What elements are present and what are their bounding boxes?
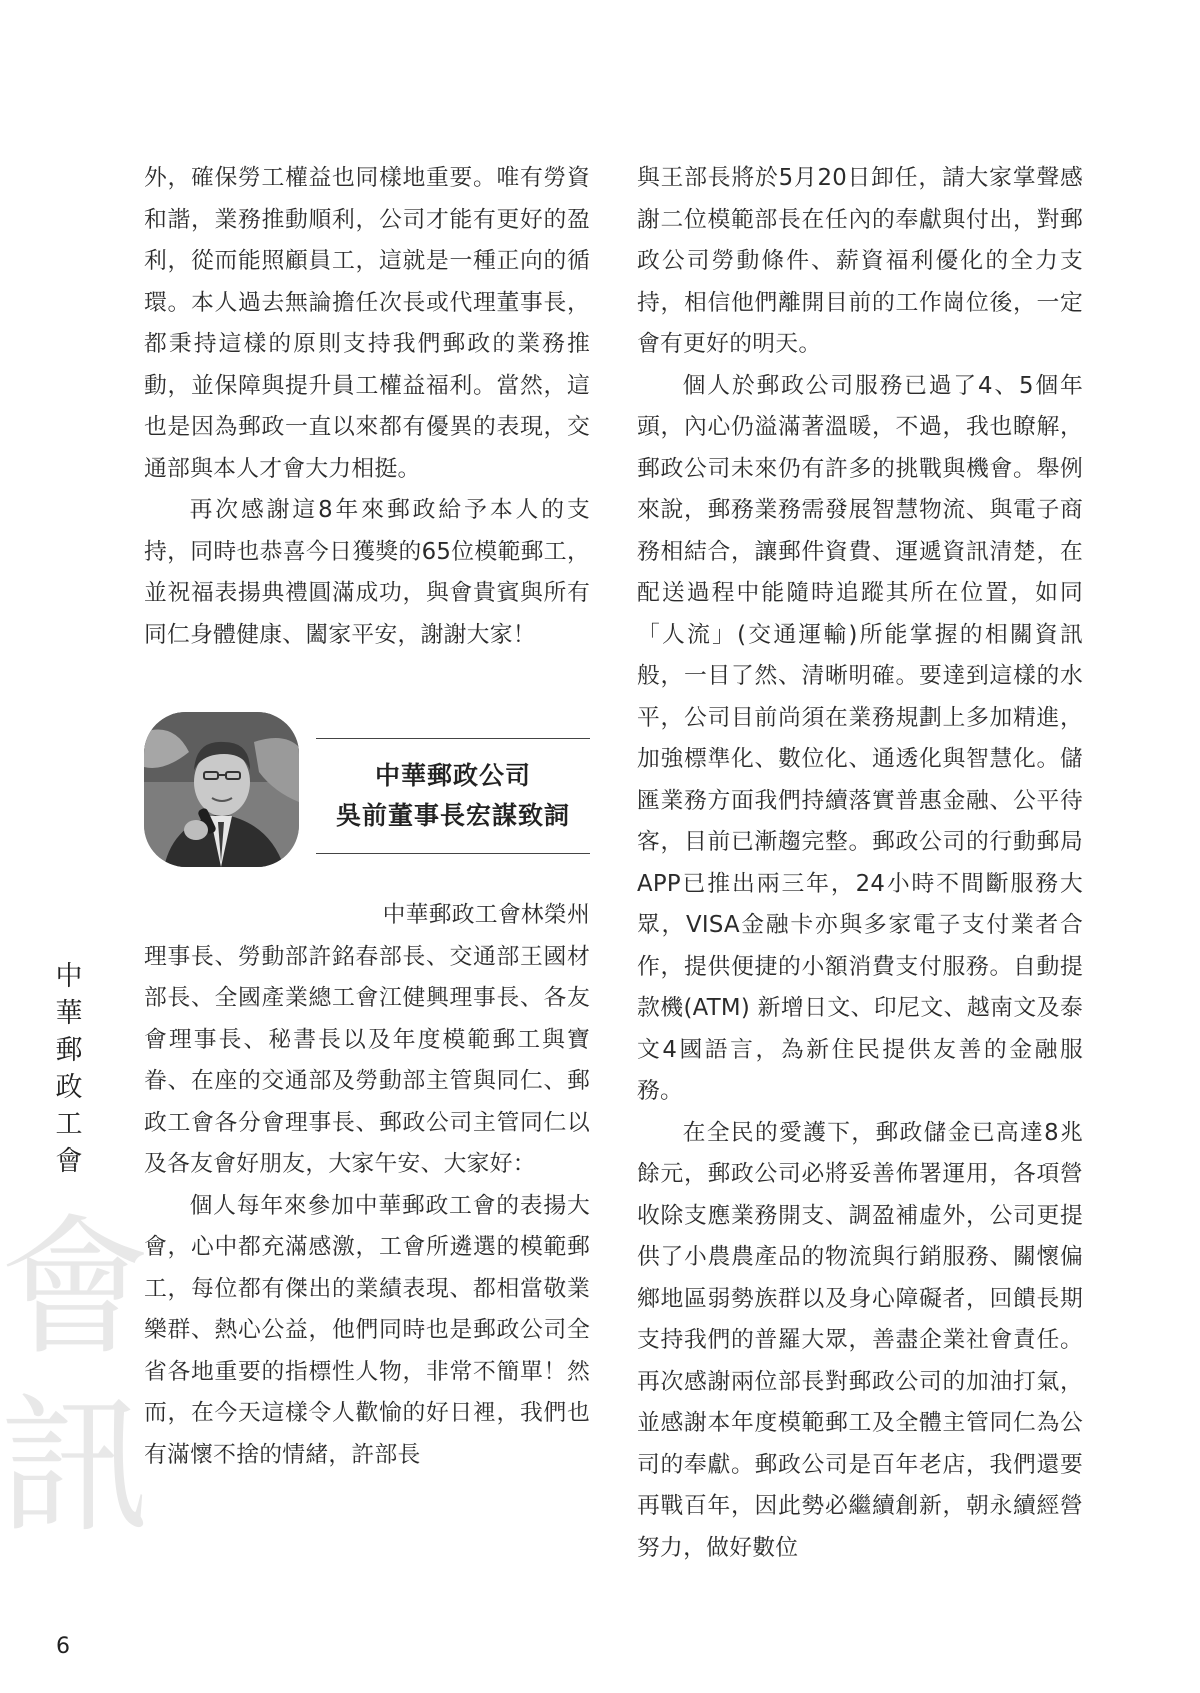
right-paragraph-2: 個人於郵政公司服務已過了4、5個年頭，內心仍溢滿著溫暖，不過，我也瞭解，郵政公司未來仍有許多的挑戰與機會。舉例來說，郵務業務需發展智慧物流、與電子商務相結合，讓郵件資費、運遞資訊清楚，在配送過程中能隨時追蹤其所在位置，如同「人流」(交通運輸)所能掌握的相關資訊般，一目了然、清晰明確。要達到這樣的水平，公司目前尚須在業務規劃上多加精進，加強標準化、數位化、通透化與智慧化。儲匯業務方面我們持續落實普惠金融、公平待客，目前已漸趨完整。郵政公司的行動郵局APP已推出兩三年，24小時不間斷服務大眾，VISA金融卡亦與多家電子支付業者合作，提供便捷的小額消費支付服務。自動提款機(ATM) 新增日文、印尼文、越南文及泰文4國語言，為新住民提供友善的金融服務。 <box>637 372 1083 1104</box>
side-label-char: 會 <box>55 1146 83 1177</box>
left-column <box>144 158 590 1476</box>
speaker-photo-image <box>144 712 299 867</box>
right-paragraph-3: 在全民的愛護下，郵政儲金已高達8兆餘元，郵政公司必將妥善佈署運用，各項營收除支應業務開支、調盈補虛外，公司更提供了小農農產品的物流與行銷服務、關懷偏鄉地區弱勢族群以及身心障礙者，回饋長期支持我們的普羅大眾，善盡企業社會責任。再次感謝兩位部長對郵政公司的加油打氣，並感謝本年度模範郵工及全體主管同仁為公司的奉獻。郵政公司是百年老店，我們還要再戰百年，因此勢必繼續創新，朝永續經營努力，做好數位 <box>637 1119 1083 1561</box>
left-paragraph-2: 再次感謝這8年來郵政給予本人的支持，同時也恭喜今日獲獎的65位模範郵工，並祝福表揚典禮圓滿成功，與會貴賓與所有同仁身體健康、闔家平安，謝謝大家！ <box>144 497 590 648</box>
right-column <box>637 158 1083 1569</box>
side-label-char: 華 <box>55 998 83 1029</box>
watermark-char-1: 會 <box>0 1202 151 1376</box>
speaker-heading <box>316 738 590 854</box>
side-label-char: 郵 <box>55 1035 83 1066</box>
speaker-photo <box>144 712 299 867</box>
speaker-heading-line-1: 中華郵政公司 <box>374 761 531 790</box>
speaker-heading-line-2: 吳前董事長宏謀致詞 <box>335 801 570 830</box>
greeting-name-line: 中華郵政工會林榮州 <box>382 902 590 928</box>
side-label-char: 工 <box>55 1109 83 1140</box>
right-paragraph-1: 與王部長將於5月20日卸任，請大家掌聲感謝二位模範部長在任內的奉獻與付出，對郵政公司勞動條件、薪資福利優化的全力支持，相信他們離開目前的工作崗位後，一定會有更好的明天。 <box>637 165 1083 357</box>
left-paragraph-4: 個人每年來參加中華郵政工會的表揚大會，心中都充滿感激，工會所遴選的模範郵工，每位都有傑出的業績表現、都相當敬業樂群、熱心公益，他們同時也是郵政公司全省各地重要的指標性人物，非常不簡單！然而，在今天這樣令人歡愉的好日裡，我們也有滿懷不捨的情緒，許部長 <box>144 1192 590 1468</box>
watermark-char-2: 訊 <box>0 1380 151 1554</box>
left-paragraph-1: 外，確保勞工權益也同樣地重要。唯有勞資和諧，業務推動順利，公司才能有更好的盈利，從而能照顧員工，這就是一種正向的循環。本人過去無論擔任次長或代理董事長，都秉持這樣的原則支持我們郵政的業務推動，並保障與提升員工權益福利。當然，這也是因為郵政一直以來都有優異的表現，交通部與本人才會大力相挺。 <box>144 165 590 482</box>
watermark <box>0 1200 151 1556</box>
side-label <box>52 958 86 1180</box>
speaker-block <box>144 712 590 889</box>
side-label-char: 中 <box>55 961 83 992</box>
page-number: 6 <box>56 1634 70 1659</box>
left-paragraph-3: 理事長、勞動部許銘春部長、交通部王國材部長、全國產業總工會江健興理事長、各友會理事長、秘書長以及年度模範郵工與寶眷、在座的交通部及勞動部主管與同仁、郵政工會各分會理事長、郵政公司主管同仁以及各友會好朋友，大家午安、大家好： <box>144 943 590 1177</box>
side-label-char: 政 <box>55 1072 83 1103</box>
